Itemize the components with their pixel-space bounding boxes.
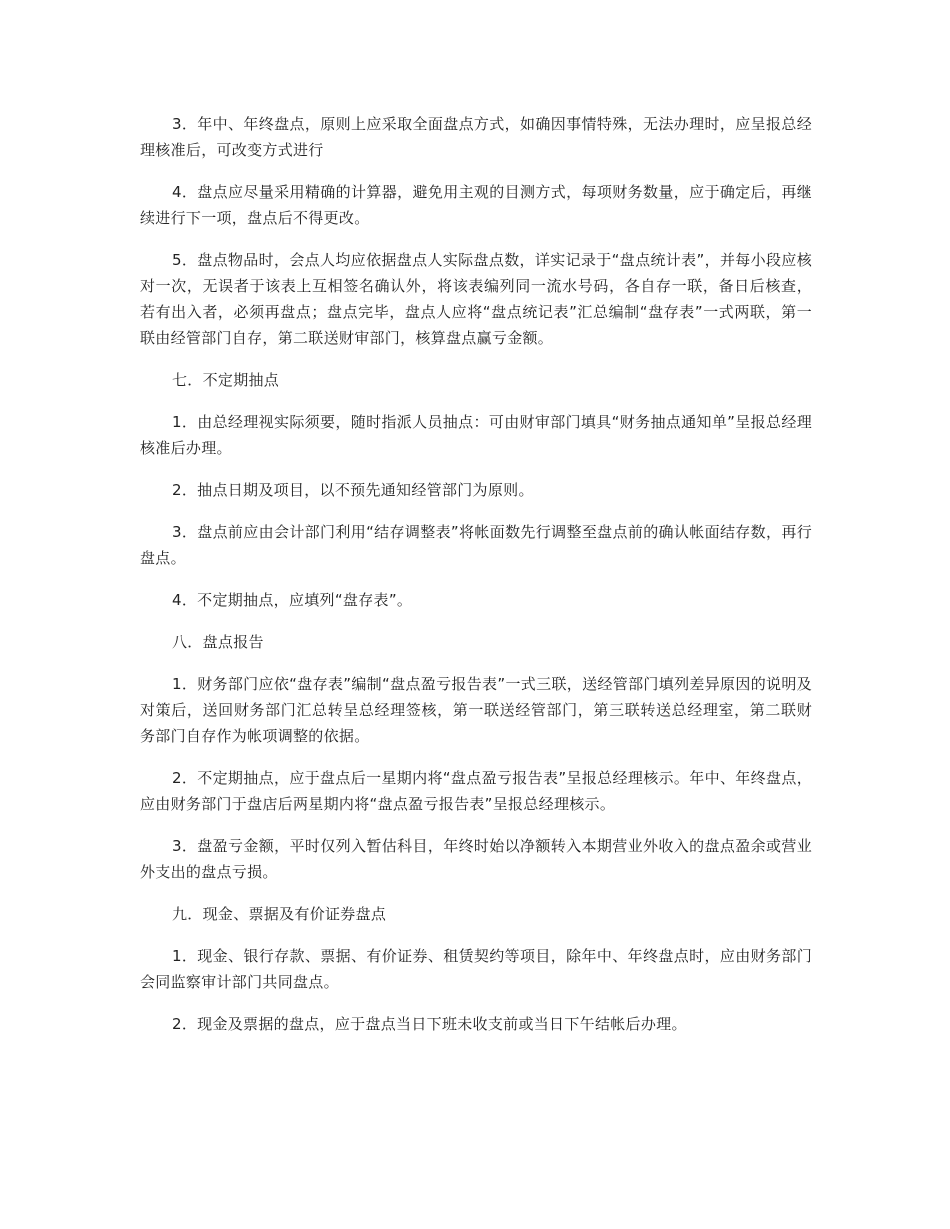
paragraph-surplus-loss: 3．盘盈亏金额，平时仅列入暂估科目，年终时始以净额转入本期营业外收入的盘点盈余或营业外支出的盘点亏损。 [140, 837, 812, 881]
section-heading-cash-securities: 九．现金、票据及有价证券盘点 [172, 905, 387, 923]
section-heading-spot-check: 七．不定期抽点 [172, 371, 280, 389]
paragraph-spot-check-assignment: 1．由总经理视实际须要，随时指派人员抽点：可由财审部门填具“财务抽点通知单”呈报总经理核准后办理。 [140, 413, 812, 457]
paragraph-precise-counting: 4．盘点应尽量采用精确的计算器，避免用主观的目测方式，每项财务数量，应于确定后，再继续进行下一项，盘点后不得更改。 [140, 183, 812, 227]
paragraph-year-end-inventory: 3．年中、年终盘点，原则上应采取全面盘点方式，如确因事情特殊，无法办理时，应呈报总经理核准后，可改变方式进行 [140, 115, 812, 159]
paragraph-balance-adjustment: 3．盘点前应由会计部门利用“结存调整表”将帐面数先行调整至盘点前的确认帐面结存数，再行盘点。 [140, 523, 812, 567]
paragraph-cash-count-timing: 2．现金及票据的盘点，应于盘点当日下班未收支前或当日下午结帐后办理。 [172, 1015, 687, 1033]
paragraph-spot-check-form: 4．不定期抽点，应填列“盘存表”。 [172, 591, 413, 609]
section-heading-inventory-report: 八．盘点报告 [172, 633, 264, 651]
paragraph-spot-check-no-notice: 2．抽点日期及项目，以不预先通知经管部门为原则。 [172, 481, 534, 499]
paragraph-report-compilation: 1．财务部门应依“盘存表”编制“盘点盈亏报告表”一式三联，送经管部门填列差异原因的说明及对策后，送回财务部门汇总转呈总经理签核，第一联送经管部门，第三联转送总经理室，第二联财务部门自存作为帐项调整的依据。 [140, 675, 812, 745]
document-page [140, 111, 812, 1053]
paragraph-recording-procedure: 5．盘点物品时，会点人均应依据盘点人实际盘点数，详实记录于“盘点统计表”，并每小段应核对一次，无误者于该表上互相签名确认外，将该表编列同一流水号码，各自存一联，备日后核查，若有出入者，必须再盘点；盘点完毕，盘点人应将“盘点统记表”汇总编制“盘存表”一式两联，第一联由经管部门自存，第二联送财审部门，核算盘点赢亏金额。 [140, 251, 812, 347]
paragraph-report-deadline: 2．不定期抽点，应于盘点后一星期内将“盘点盈亏报告表”呈报总经理核示。年中、年终盘点，应由财务部门于盘店后两星期内将“盘点盈亏报告表”呈报总经理核示。 [140, 769, 812, 813]
paragraph-cash-joint-count: 1．现金、银行存款、票据、有价证券、租赁契约等项目，除年中、年终盘点时，应由财务部门会同监察审计部门共同盘点。 [140, 947, 812, 991]
